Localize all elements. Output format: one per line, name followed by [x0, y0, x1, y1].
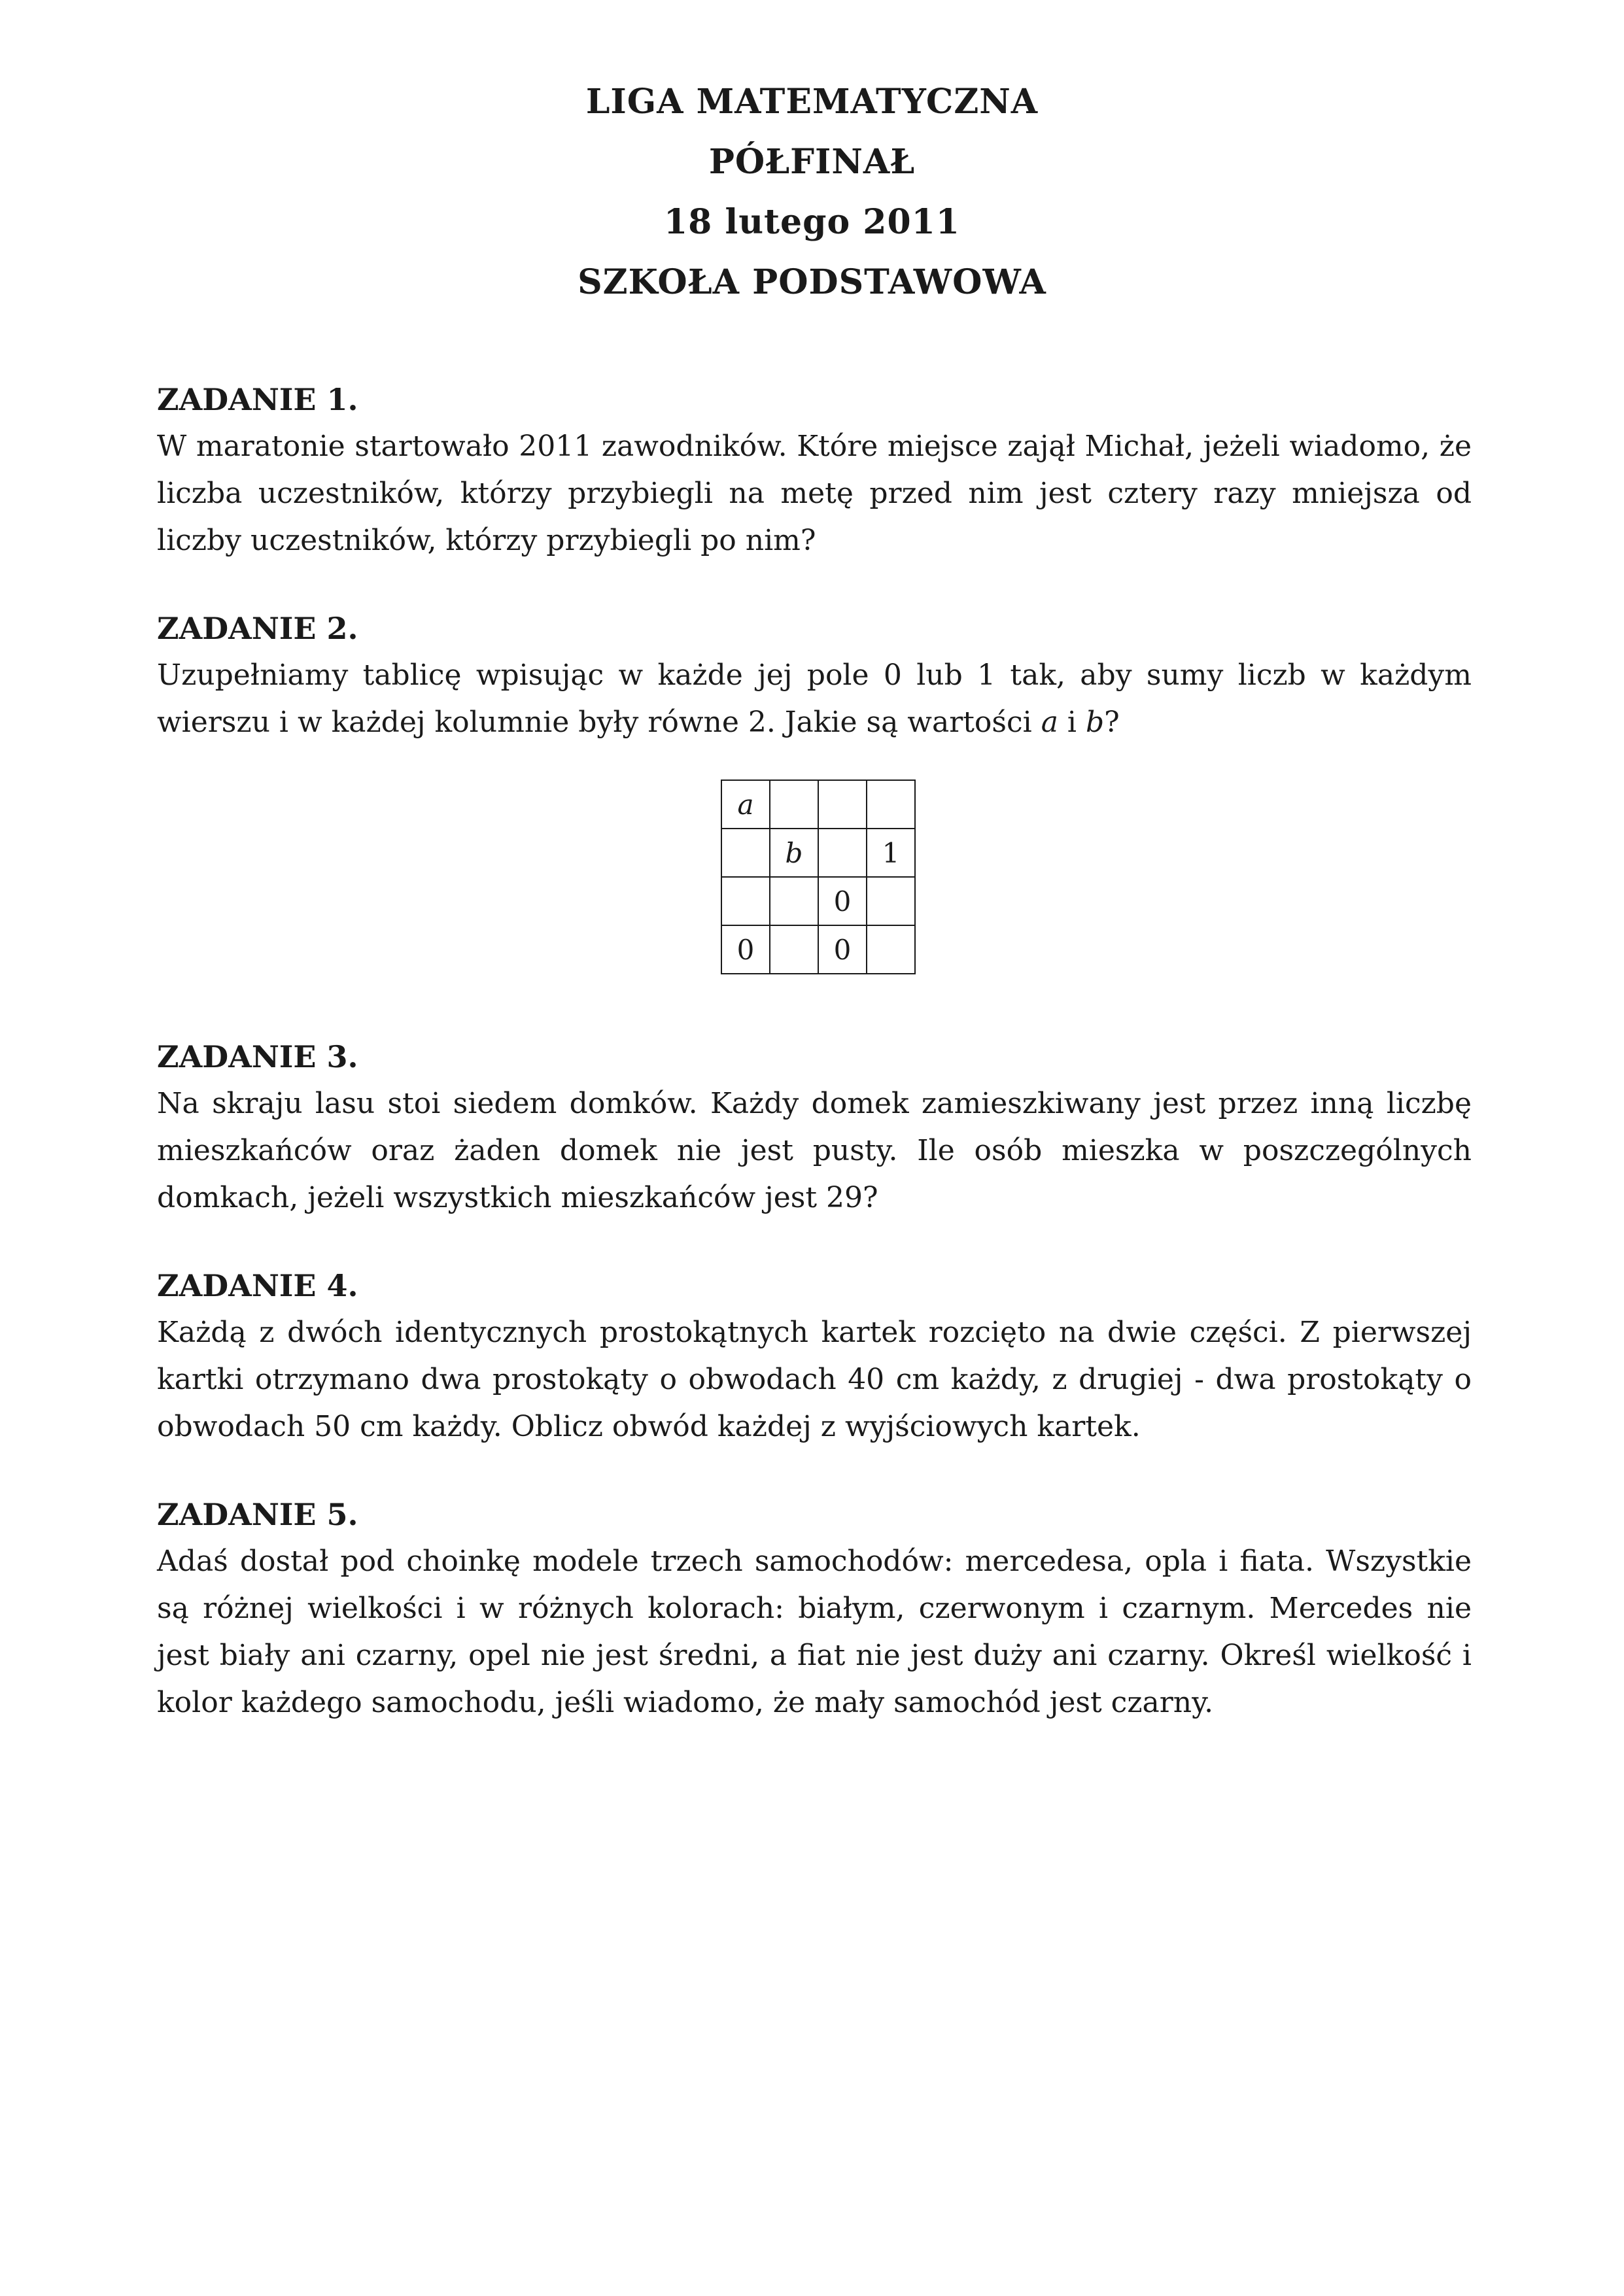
grid-cell [770, 780, 818, 829]
task-title: ZADANIE 5. [157, 1497, 358, 1532]
round-title: PÓŁFINAŁ [708, 142, 916, 182]
grid-cell: 0 [721, 925, 770, 974]
task-text: Adaś dostał pod choinkę modele trzech samochodów: mercedesa, opla i fiata. Wszystkie są różnej wielkości i w różnych kolorach: białym, czerwonym i czarnym. Mercedes nie jest biały ani czarny, opel nie jest średni, a fiat nie jest duży ani czarny. Określ wielkość i kolor każdego samochodu, jeśli wiadomo, że mały samochód jest czarny. [157, 1545, 1472, 1719]
grid-cell [770, 925, 818, 974]
document-header [0, 72, 1624, 313]
task-4 [157, 1262, 1472, 1450]
grid-cell [867, 780, 915, 829]
grid-row [721, 780, 915, 829]
task-2 [157, 605, 1472, 746]
grid-cell: 0 [818, 925, 867, 974]
task-title: ZADANIE 2. [157, 611, 358, 646]
variable-b: b [1085, 706, 1105, 739]
task-text: Na skraju lasu stoi siedem domków. Każdy domek zamieszkiwany jest przez inną liczbę mieszkańców oraz żaden domek nie jest pusty. Ile osób mieszka w poszczególnych domkach, jeżeli wszystkich mieszkańców jest 29? [157, 1087, 1472, 1214]
grid-cell [770, 877, 818, 925]
task-title: ZADANIE 4. [157, 1268, 358, 1303]
task-3 [157, 1033, 1472, 1222]
grid-cell [867, 925, 915, 974]
task-text: Każdą z dwóch identycznych prostokątnych kartek rozcięto na dwie części. Z pierwszej kartki otrzymano dwa prostokąty o obwodach 40 cm każdy, z drugiej - dwa prostokąty o obwodach 50 cm każdy. Oblicz obwód każdej z wyjściowych kartek. [157, 1316, 1472, 1443]
grid-cell [867, 877, 915, 925]
task-text [157, 652, 1472, 746]
grid-cell [818, 780, 867, 829]
variable-a: a [1041, 706, 1058, 739]
task-text-part: ? [1104, 706, 1120, 739]
task-text: W maratonie startowało 2011 zawodników. Które miejsce zajął Michał, jeżeli wiadomo, że liczba uczestników, którzy przybiegli na metę przed nim jest cztery razy mniejsza od liczby uczestników, którzy przybiegli po nim? [157, 430, 1472, 557]
task-text-part: Uzupełniamy tablicę wpisując w każde jej pole 0 lub 1 tak, aby sumy liczb w każdym wierszu i w każdej kolumnie były równe 2. Jakie są wartości [157, 659, 1472, 739]
grid-cell: a [721, 780, 770, 829]
grid-row [721, 829, 915, 877]
school-level: SZKOŁA PODSTAWOWA [578, 262, 1046, 302]
grid-cell [721, 877, 770, 925]
number-grid [721, 780, 916, 974]
grid-cell: 1 [867, 829, 915, 877]
task-5 [157, 1491, 1472, 1726]
task-title: ZADANIE 1. [157, 382, 358, 417]
date-line: 18 lutego 2011 [663, 202, 960, 242]
grid-cell: b [770, 829, 818, 877]
league-title: LIGA MATEMATYCZNA [585, 82, 1039, 122]
task-text-part: i [1058, 706, 1086, 739]
grid-cell [818, 829, 867, 877]
task-title: ZADANIE 3. [157, 1039, 358, 1074]
grid-cell [721, 829, 770, 877]
grid-row [721, 877, 915, 925]
grid-row [721, 925, 915, 974]
grid-cell: 0 [818, 877, 867, 925]
task-1 [157, 376, 1472, 564]
